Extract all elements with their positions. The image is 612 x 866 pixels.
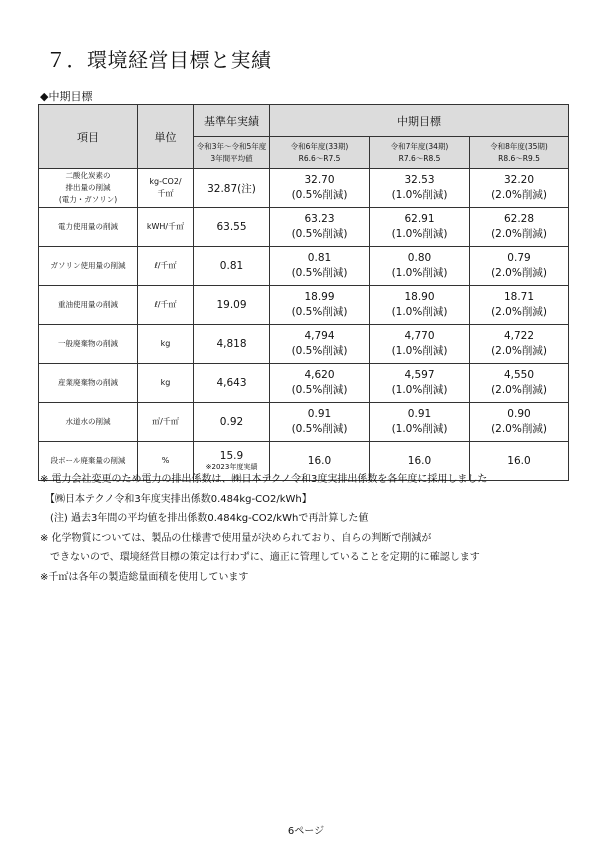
section-title: ７．環境経営目標と実績 bbox=[46, 48, 272, 72]
note-line: 【㈱日本テクノ令和3年度実排出係数0.484kg-CO2/kWh】 bbox=[40, 493, 312, 505]
target-value: 0.81 bbox=[307, 252, 332, 264]
header-base-period-line: 3年間平均値 bbox=[210, 153, 253, 163]
target-value: 0.80 bbox=[407, 252, 432, 264]
row-label-line: 電力使用量の削減 bbox=[58, 222, 118, 231]
header-mid-term: 中期目標 bbox=[270, 105, 569, 137]
target-cell bbox=[370, 403, 470, 442]
target-cell bbox=[470, 286, 569, 325]
header-period-35 bbox=[470, 137, 569, 169]
row-unit-line: kWH/千㎡ bbox=[146, 222, 185, 231]
target-reduction: (0.5%削減) bbox=[291, 423, 348, 435]
note-line: ※千㎡は各年の製造総量面積を使用しています bbox=[40, 571, 249, 583]
row-base-number: 15.9 bbox=[219, 450, 244, 462]
target-value: 4,770 bbox=[404, 330, 435, 342]
target-cell bbox=[470, 169, 569, 208]
header-base-period bbox=[194, 137, 270, 169]
target-value: 16.0 bbox=[407, 454, 432, 467]
row-base-value: 4,818 bbox=[194, 325, 270, 364]
note-line: ※ 化学物質については、製品の仕様書で使用量が決められており、自らの判断で削減が bbox=[40, 532, 432, 544]
row-unit-line: ㎥/千㎡ bbox=[152, 417, 179, 426]
target-value: 18.90 bbox=[404, 291, 435, 303]
row-label-line: 排出量の削減 bbox=[65, 183, 111, 192]
target-cell bbox=[470, 325, 569, 364]
row-unit bbox=[138, 169, 194, 208]
row-label-line: (電力・ガソリン) bbox=[58, 195, 118, 204]
notes-block bbox=[40, 470, 487, 587]
target-reduction: (2.0%削減) bbox=[491, 345, 547, 357]
target-cell bbox=[470, 364, 569, 403]
header-item: 項目 bbox=[39, 105, 138, 169]
target-cell bbox=[370, 247, 470, 286]
row-label bbox=[39, 403, 138, 442]
row-label bbox=[39, 208, 138, 247]
target-value: 4,722 bbox=[503, 330, 535, 342]
row-unit-line: kg-CO2/ bbox=[149, 177, 182, 186]
target-cell bbox=[470, 403, 569, 442]
target-reduction: (0.5%削減) bbox=[291, 384, 348, 396]
target-cell bbox=[270, 247, 370, 286]
target-reduction: (0.5%削減) bbox=[291, 306, 348, 318]
target-reduction: (0.5%削減) bbox=[291, 345, 348, 357]
target-cell bbox=[270, 286, 370, 325]
target-reduction: (1.0%削減) bbox=[391, 189, 448, 201]
target-reduction: (1.0%削減) bbox=[391, 384, 448, 396]
row-label-line: 産業廃棄物の削減 bbox=[58, 378, 118, 387]
target-cell bbox=[370, 208, 470, 247]
header-base-year: 基準年実績 bbox=[194, 105, 270, 137]
row-label-line: ガソリン使用量の削減 bbox=[50, 261, 126, 270]
row-base-value: 19.09 bbox=[194, 286, 270, 325]
row-unit bbox=[138, 208, 194, 247]
row-base-value: 63.55 bbox=[194, 208, 270, 247]
header-base-period-line: 令和3年～令和5年度 bbox=[196, 141, 267, 151]
subsection-title: ◆中期目標 bbox=[40, 90, 93, 103]
row-base-note: ※2023年度実績 bbox=[205, 463, 258, 471]
header-period-line: R6.6～R7.5 bbox=[298, 153, 341, 163]
target-reduction: (1.0%削減) bbox=[391, 345, 448, 357]
target-reduction: (2.0%削減) bbox=[491, 228, 547, 240]
header-period-line: R7.6～R8.5 bbox=[398, 153, 441, 163]
target-cell bbox=[370, 325, 470, 364]
target-cell bbox=[370, 286, 470, 325]
target-cell bbox=[270, 169, 370, 208]
row-unit-line: kg bbox=[160, 378, 171, 387]
target-reduction: (0.5%削減) bbox=[291, 189, 348, 201]
target-cell bbox=[470, 247, 569, 286]
target-value: 18.71 bbox=[503, 291, 535, 303]
row-unit-line: ℓ/千㎡ bbox=[154, 261, 177, 270]
target-reduction: (2.0%削減) bbox=[491, 423, 547, 435]
note-line: ※ 電力会社変更のため電力の排出係数は、㈱日本テクノ令和3度実排出係数を各年度に採用しました bbox=[40, 474, 488, 485]
row-label bbox=[39, 286, 138, 325]
row-label bbox=[39, 364, 138, 403]
row-base-value: 32.87(注) bbox=[194, 169, 270, 208]
target-value: 62.91 bbox=[404, 213, 435, 225]
row-base-value: 0.81 bbox=[194, 247, 270, 286]
target-reduction: (1.0%削減) bbox=[391, 306, 448, 318]
header-period-line: 令和7年度(34期) bbox=[390, 141, 449, 151]
target-value: 32.20 bbox=[503, 174, 535, 186]
table-row bbox=[39, 169, 569, 208]
target-reduction: (2.0%削減) bbox=[491, 384, 547, 396]
target-reduction: (0.5%削減) bbox=[291, 228, 348, 240]
target-value: 0.79 bbox=[507, 252, 531, 264]
table-header-row bbox=[39, 105, 569, 137]
target-value: 16.0 bbox=[507, 454, 531, 467]
note-line: できないので、環境経営目標の策定は行わずに、適正に管理していることを定期的に確認します bbox=[40, 552, 480, 563]
target-value: 16.0 bbox=[307, 454, 332, 467]
target-value: 0.91 bbox=[407, 408, 432, 420]
target-value: 4,794 bbox=[304, 330, 335, 342]
row-unit bbox=[138, 247, 194, 286]
row-unit-line: ℓ/千㎡ bbox=[154, 300, 177, 309]
header-period-34 bbox=[370, 137, 470, 169]
target-value: 62.28 bbox=[503, 213, 535, 225]
target-reduction: (2.0%削減) bbox=[491, 189, 547, 201]
row-base-value: 0.92 bbox=[194, 403, 270, 442]
target-reduction: (1.0%削減) bbox=[391, 228, 448, 240]
row-label-line: 水道水の削減 bbox=[65, 417, 111, 426]
row-label bbox=[39, 325, 138, 364]
header-period-33 bbox=[270, 137, 370, 169]
target-value: 32.70 bbox=[304, 174, 335, 186]
note-line: (注) 過去3年間の平均値を排出係数0.484kg-CO2/kWhで再計算した値 bbox=[40, 513, 369, 524]
target-cell bbox=[470, 208, 569, 247]
target-cell bbox=[370, 169, 470, 208]
row-unit bbox=[138, 286, 194, 325]
target-cell bbox=[270, 403, 370, 442]
target-value: 32.53 bbox=[404, 174, 435, 186]
page-number: 6ページ bbox=[287, 826, 325, 837]
header-period-line: 令和8年度(35期) bbox=[490, 141, 548, 151]
row-unit-line: kg bbox=[160, 339, 171, 348]
table-row bbox=[39, 325, 569, 364]
target-cell bbox=[270, 364, 370, 403]
row-unit-line: % bbox=[161, 456, 170, 465]
target-reduction: (2.0%削減) bbox=[491, 267, 547, 279]
row-unit-line: 千㎡ bbox=[157, 189, 174, 198]
target-value: 4,550 bbox=[503, 369, 535, 381]
header-unit: 単位 bbox=[138, 105, 194, 169]
table-row bbox=[39, 208, 569, 247]
table-row bbox=[39, 247, 569, 286]
row-unit bbox=[138, 403, 194, 442]
header-period-line: 令和6年度(33期) bbox=[290, 141, 349, 151]
table-row bbox=[39, 403, 569, 442]
target-cell bbox=[270, 208, 370, 247]
row-label-line: 段ボール廃棄量の削減 bbox=[50, 456, 126, 465]
target-reduction: (1.0%削減) bbox=[391, 267, 448, 279]
target-value: 63.23 bbox=[304, 213, 335, 225]
row-label bbox=[39, 247, 138, 286]
row-unit bbox=[138, 325, 194, 364]
row-unit bbox=[138, 364, 194, 403]
target-reduction: (2.0%削減) bbox=[491, 306, 547, 318]
target-value: 0.90 bbox=[507, 408, 531, 420]
target-value: 18.99 bbox=[304, 291, 335, 303]
header-period-line: R8.6～R9.5 bbox=[498, 153, 540, 163]
row-base-value: 4,643 bbox=[194, 364, 270, 403]
row-label-line: 一般廃棄物の削減 bbox=[58, 339, 118, 348]
row-label-line: 二酸化炭素の bbox=[65, 171, 111, 180]
target-value: 4,597 bbox=[404, 369, 435, 381]
table-row bbox=[39, 286, 569, 325]
target-value: 0.91 bbox=[307, 408, 332, 420]
row-label bbox=[39, 169, 138, 208]
target-value: 4,620 bbox=[304, 369, 335, 381]
table-row bbox=[39, 364, 569, 403]
target-reduction: (1.0%削減) bbox=[391, 423, 448, 435]
mid-term-targets-table bbox=[38, 104, 569, 481]
target-cell bbox=[270, 325, 370, 364]
row-label-line: 重油使用量の削減 bbox=[58, 300, 118, 309]
target-reduction: (0.5%削減) bbox=[291, 267, 348, 279]
target-cell bbox=[370, 364, 470, 403]
